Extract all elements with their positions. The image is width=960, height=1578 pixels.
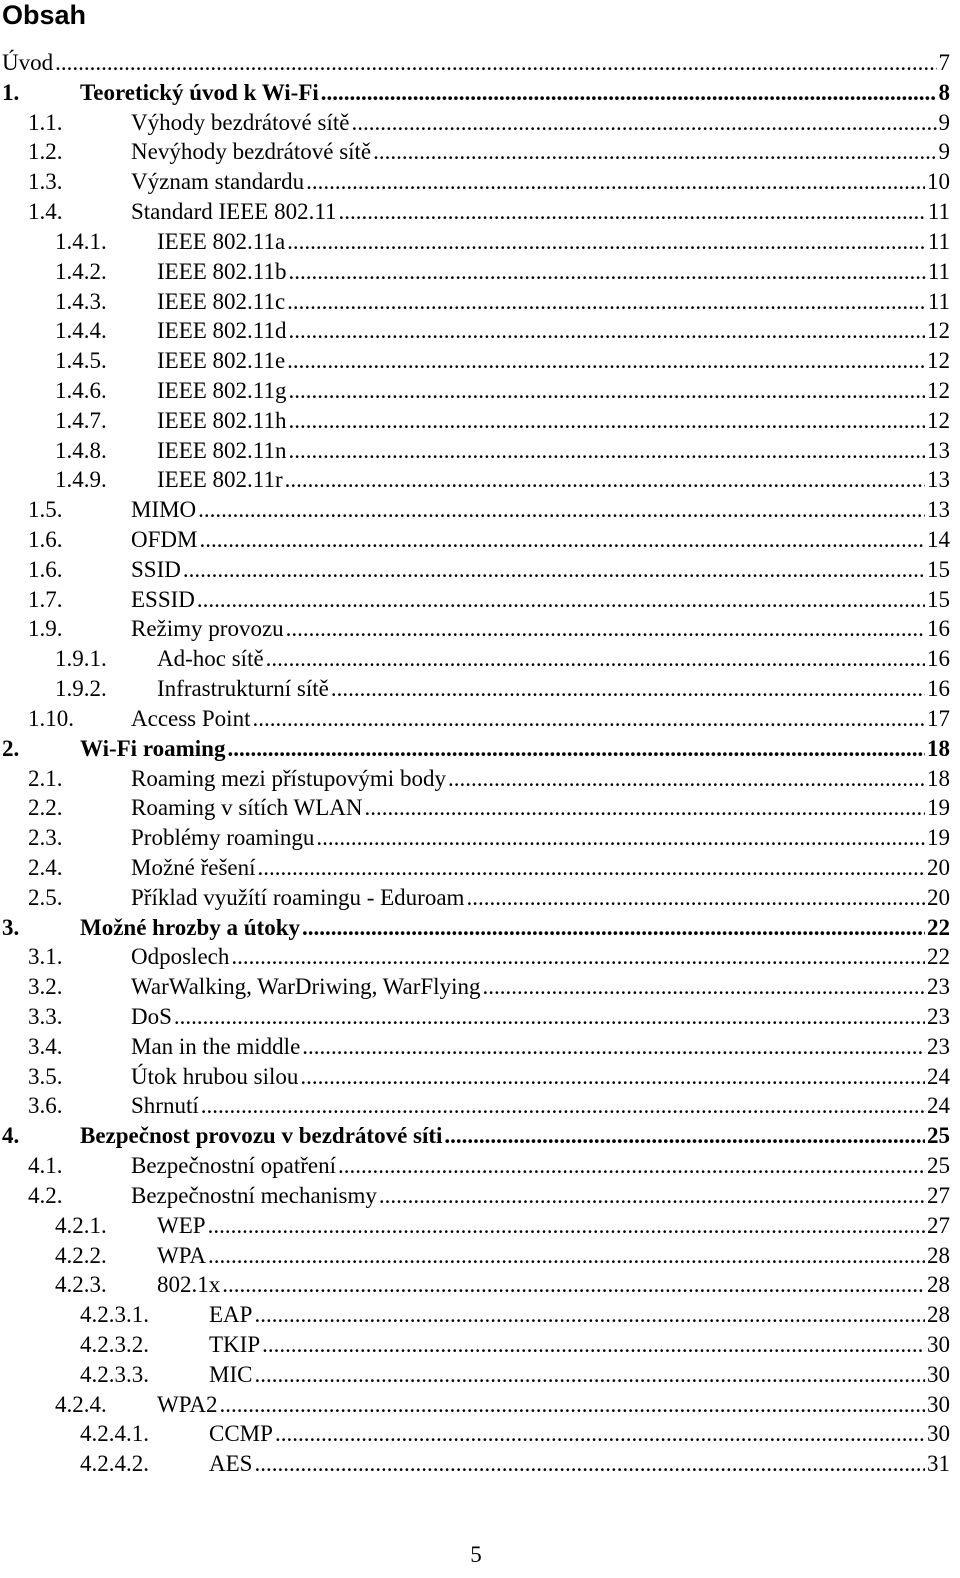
toc-entry-title: CCMP — [209, 1421, 273, 1447]
toc-entry-number: 1.6. — [28, 556, 63, 582]
toc-entry-page: 8 — [938, 79, 950, 105]
toc-entry-number: 1.4.1. — [55, 228, 107, 254]
toc-entry-page: 12 — [927, 377, 950, 403]
toc-entry-page: 30 — [927, 1331, 950, 1357]
toc-dot-leader — [197, 585, 925, 615]
toc-entry-title: IEEE 802.11c — [157, 288, 286, 314]
toc-entry-line — [131, 853, 950, 883]
toc-dot-leader — [379, 1181, 925, 1211]
toc-entry-title: Standard IEEE 802.11 — [131, 199, 337, 225]
toc-dot-leader — [448, 764, 925, 794]
toc-entry-title: Režimy provozu — [131, 616, 284, 642]
toc-entry-title: IEEE 802.11e — [157, 348, 286, 374]
toc-entry-number: 1.4.3. — [55, 288, 107, 314]
toc-dot-leader — [254, 1360, 925, 1390]
toc-entry-number: 1.4.2. — [55, 258, 107, 284]
toc-entry[interactable] — [0, 972, 960, 1002]
toc-entry-page: 11 — [927, 228, 950, 254]
toc-entry-page: 20 — [927, 884, 950, 910]
toc-entry-title: Úvod — [2, 50, 54, 75]
toc-dot-leader — [338, 197, 925, 227]
toc-entry-number: 2.4. — [28, 854, 63, 880]
toc-entry-line — [131, 1032, 950, 1062]
toc-entry[interactable] — [0, 1062, 960, 1092]
toc-entry-number: 1.4.5. — [55, 348, 107, 374]
toc-entry-title: Možné hrozby a útoky — [80, 914, 300, 940]
toc-entry-number: 4.2.1. — [55, 1212, 107, 1238]
toc-entry-title: Shrnutí — [131, 1093, 199, 1119]
toc-entry-number: 3.2. — [28, 974, 63, 1000]
toc-entry[interactable] — [0, 167, 960, 197]
toc-entry-title: EAP — [209, 1302, 253, 1328]
toc-entry-title: 802.1x — [157, 1272, 221, 1298]
toc-entry-line — [131, 495, 950, 525]
toc-entry-line — [209, 1330, 950, 1360]
toc-entry-number: 4.2.3.3. — [80, 1361, 149, 1387]
toc-entry[interactable] — [0, 495, 960, 525]
toc-entry-page: 12 — [927, 318, 950, 344]
toc-entry-number: 4.2.4. — [55, 1391, 107, 1417]
toc-dot-leader — [288, 436, 925, 466]
toc-entry-page: 28 — [927, 1242, 950, 1268]
toc-dot-leader — [300, 1062, 925, 1092]
toc-dot-leader — [285, 465, 925, 495]
toc-entry[interactable] — [0, 614, 960, 644]
toc-entry-page: 23 — [927, 1004, 950, 1029]
toc-entry-title: Příklad využítí roamingu - Eduroam — [131, 884, 465, 910]
toc-entry-title: WPA — [157, 1242, 206, 1268]
toc-dot-leader — [174, 1002, 925, 1032]
toc-entry-page: 7 — [938, 50, 950, 75]
toc-entry[interactable] — [0, 287, 960, 317]
toc-entry-title: WEP — [157, 1212, 206, 1238]
toc-entry-line — [131, 1151, 950, 1181]
page-title: Obsah — [2, 0, 87, 30]
toc-entry-title: Teoretický úvod k Wi-Fi — [80, 79, 319, 105]
toc-dot-leader — [220, 1390, 926, 1420]
toc-entry-title: Wi-Fi roaming — [80, 735, 226, 761]
toc-entry[interactable] — [0, 1419, 960, 1449]
toc-entry-line — [131, 555, 950, 585]
toc-entry-page: 25 — [927, 1153, 950, 1179]
toc-entry-line — [157, 227, 950, 257]
toc-entry-line — [80, 913, 950, 943]
toc-entry-line — [2, 48, 950, 78]
toc-entry[interactable] — [0, 406, 960, 436]
toc-entry-number: 3.4. — [28, 1033, 63, 1059]
toc-dot-leader — [321, 78, 937, 108]
toc-entry-page: 9 — [938, 109, 950, 135]
toc-entry[interactable] — [0, 197, 960, 227]
toc-entry-number: 1.4.4. — [55, 318, 107, 344]
toc-entry-page: 11 — [927, 288, 950, 314]
toc-entry[interactable] — [0, 1002, 960, 1032]
toc-entry-page: 15 — [927, 556, 950, 582]
toc-entry-page: 22 — [927, 944, 950, 970]
toc-entry-number: 1. — [2, 79, 20, 105]
toc-entry-page: 27 — [927, 1182, 950, 1208]
toc-entry-number: 1.4. — [28, 199, 63, 225]
toc-entry[interactable] — [0, 137, 960, 167]
toc-dot-leader — [183, 555, 925, 585]
toc-dot-leader — [302, 1032, 925, 1062]
toc-entry-number: 4. — [2, 1123, 20, 1149]
toc-entry-line — [157, 1270, 950, 1300]
toc-entry-title: TKIP — [209, 1331, 261, 1357]
toc-entry[interactable] — [0, 942, 960, 972]
toc-entry-page: 16 — [927, 646, 950, 672]
toc-entry-page: 11 — [927, 258, 950, 284]
toc-entry-number: 1.4.6. — [55, 377, 107, 403]
toc-entry-page: 13 — [927, 467, 950, 493]
toc-entry-number: 4.1. — [28, 1153, 63, 1179]
toc-entry[interactable] — [0, 585, 960, 615]
toc-entry-line — [209, 1300, 950, 1330]
toc-entry-number: 3. — [2, 914, 20, 940]
toc-dot-leader — [288, 316, 925, 346]
toc-entry-line — [209, 1419, 950, 1449]
toc-entry-title: WPA2 — [157, 1391, 218, 1417]
toc-entry-title: Bezpečnost provozu v bezdrátové síti — [80, 1123, 443, 1149]
toc-entry-line — [157, 406, 950, 436]
toc-entry[interactable] — [0, 674, 960, 704]
toc-entry-number: 2.3. — [28, 825, 63, 851]
toc-entry-number: 4.2.4.2. — [80, 1451, 149, 1477]
toc-entry-title: Odposlech — [131, 944, 230, 970]
toc-entry-line — [131, 764, 950, 794]
toc-entry-line — [131, 883, 950, 913]
toc-entry-title: Man in the middle — [131, 1033, 301, 1059]
toc-entry-line — [157, 465, 950, 495]
toc-entry-page: 19 — [927, 795, 950, 821]
toc-entry-title: Výhody bezdrátové sítě — [131, 109, 350, 135]
toc-dot-leader — [302, 913, 925, 943]
toc-entry-line — [131, 972, 950, 1002]
toc-entry[interactable] — [0, 436, 960, 466]
toc-entry-title: Bezpečnostní opatření — [131, 1153, 337, 1179]
toc-entry-number: 2.1. — [28, 765, 63, 791]
toc-dot-leader — [373, 137, 936, 167]
toc-entry-page: 18 — [927, 735, 950, 761]
toc-entry-line — [131, 704, 950, 734]
toc-entry-title: IEEE 802.11n — [157, 437, 287, 463]
toc-entry[interactable] — [0, 1032, 960, 1062]
toc-entry[interactable] — [0, 704, 960, 734]
toc-entry-page: 16 — [927, 676, 950, 702]
toc-dot-leader — [338, 1151, 925, 1181]
toc-entry-line — [131, 1091, 950, 1121]
toc-dot-leader — [288, 406, 925, 436]
toc-entry[interactable] — [0, 346, 960, 376]
toc-entry-title: OFDM — [131, 527, 198, 552]
toc-entry-page: 30 — [927, 1361, 950, 1387]
toc-entry[interactable] — [0, 853, 960, 883]
toc-entry-number: 3.6. — [28, 1093, 63, 1119]
toc-entry-page: 18 — [927, 765, 950, 791]
toc-entry-page: 12 — [927, 348, 950, 374]
table-of-contents — [0, 48, 960, 1479]
toc-entry-page: 28 — [927, 1302, 950, 1328]
toc-dot-leader — [288, 257, 925, 287]
toc-entry-number: 4.2. — [28, 1182, 63, 1208]
toc-entry-line — [131, 585, 950, 615]
toc-entry-page: 27 — [927, 1212, 950, 1238]
toc-entry-page: 11 — [927, 199, 950, 225]
toc-entry-line — [157, 1211, 950, 1241]
toc-entry-title: Útok hrubou silou — [131, 1063, 299, 1089]
toc-entry-number: 1.1. — [28, 109, 63, 135]
toc-entry-page: 22 — [927, 914, 950, 940]
toc-dot-leader — [227, 734, 925, 764]
toc-dot-leader — [364, 793, 925, 823]
toc-entry-page: 13 — [927, 497, 950, 523]
toc-entry-number: 4.2.4.1. — [80, 1421, 149, 1447]
toc-entry-title: Problémy roamingu — [131, 825, 315, 851]
toc-entry-line — [157, 1241, 950, 1271]
toc-entry-number: 4.2.3. — [55, 1272, 107, 1298]
toc-entry-title: IEEE 802.11r — [157, 467, 283, 493]
toc-entry-line — [131, 823, 950, 853]
toc-entry-title: Bezpečnostní mechanismy — [131, 1182, 377, 1208]
toc-entry-line — [131, 137, 950, 167]
toc-entry-line — [131, 525, 950, 555]
toc-entry-page: 24 — [927, 1093, 950, 1119]
toc-entry[interactable] — [0, 1360, 960, 1390]
toc-dot-leader — [351, 108, 936, 138]
toc-entry-number: 1.9.1. — [55, 646, 107, 672]
toc-entry-page: 25 — [927, 1123, 950, 1149]
toc-entry-page: 23 — [927, 1033, 950, 1059]
toc-dot-leader — [275, 1419, 925, 1449]
toc-entry-number: 2.5. — [28, 884, 63, 910]
toc-entry[interactable] — [0, 1121, 960, 1151]
toc-dot-leader — [266, 644, 925, 674]
toc-entry[interactable] — [0, 793, 960, 823]
toc-entry[interactable] — [0, 78, 960, 108]
toc-entry[interactable] — [0, 555, 960, 585]
toc-entry-title: Access Point — [131, 705, 251, 731]
toc-dot-leader — [198, 495, 925, 525]
toc-dot-leader — [444, 1121, 925, 1151]
toc-dot-leader — [316, 823, 925, 853]
toc-entry-title: IEEE 802.11b — [157, 258, 287, 284]
toc-entry-title: Ad-hoc sítě — [157, 646, 264, 672]
toc-entry-number: 1.5. — [28, 497, 63, 523]
toc-entry-page: 24 — [927, 1063, 950, 1089]
toc-dot-leader — [55, 48, 936, 78]
toc-entry[interactable] — [0, 1241, 960, 1271]
toc-entry-number: 1.2. — [28, 139, 63, 165]
toc-entry[interactable] — [0, 1181, 960, 1211]
toc-entry-number: 1.4.9. — [55, 467, 107, 493]
toc-entry[interactable] — [0, 376, 960, 406]
toc-entry-page: 9 — [938, 139, 950, 165]
toc-entry[interactable] — [0, 883, 960, 913]
toc-entry-title: DoS — [131, 1004, 172, 1029]
toc-entry-title: IEEE 802.11g — [157, 377, 287, 403]
toc-entry-line — [131, 1181, 950, 1211]
toc-entry-number: 1.4.7. — [55, 407, 107, 433]
toc-entry[interactable] — [0, 1449, 960, 1479]
toc-entry-page: 19 — [927, 825, 950, 851]
toc-entry[interactable] — [0, 823, 960, 853]
toc-dot-leader — [208, 1211, 925, 1241]
toc-entry-page: 31 — [927, 1451, 950, 1477]
toc-entry-number: 4.2.3.1. — [80, 1302, 149, 1328]
toc-entry[interactable] — [0, 257, 960, 287]
toc-entry-line — [157, 1390, 950, 1420]
toc-dot-leader — [466, 883, 925, 913]
toc-entry-page: 30 — [927, 1421, 950, 1447]
toc-dot-leader — [262, 1330, 925, 1360]
toc-entry-title: Roaming v sítích WLAN — [131, 795, 363, 821]
toc-dot-leader — [482, 972, 925, 1002]
toc-dot-leader — [306, 167, 925, 197]
toc-entry-title: Roaming mezi přístupovými body — [131, 765, 446, 791]
toc-entry-number: 4.2.3.2. — [80, 1331, 149, 1357]
toc-entry-title: MIC — [209, 1361, 253, 1387]
toc-entry-number: 1.4.8. — [55, 437, 107, 463]
toc-entry-page: 20 — [927, 854, 950, 880]
toc-entry-line — [131, 1062, 950, 1092]
toc-entry-line — [157, 346, 950, 376]
toc-entry-line — [131, 942, 950, 972]
toc-dot-leader — [287, 287, 926, 317]
toc-entry-line — [157, 644, 950, 674]
toc-dot-leader — [231, 942, 925, 972]
toc-entry-page: 15 — [927, 586, 950, 612]
toc-entry[interactable] — [0, 227, 960, 257]
toc-entry-title: IEEE 802.11d — [157, 318, 287, 344]
toc-entry-number: 3.1. — [28, 944, 63, 970]
toc-entry[interactable] — [0, 1270, 960, 1300]
toc-entry-line — [131, 108, 950, 138]
toc-entry-title: MIMO — [131, 497, 197, 523]
toc-entry-title: WarWalking, WarDriwing, WarFlying — [131, 974, 481, 1000]
toc-entry-line — [209, 1360, 950, 1390]
toc-dot-leader — [254, 1449, 925, 1479]
toc-entry-page: 13 — [927, 437, 950, 463]
toc-dot-leader — [199, 525, 925, 555]
toc-entry-page: 12 — [927, 407, 950, 433]
toc-entry[interactable] — [0, 108, 960, 138]
toc-dot-leader — [331, 674, 925, 704]
toc-dot-leader — [288, 376, 925, 406]
toc-entry-title: SSID — [131, 556, 181, 582]
toc-entry-line — [157, 376, 950, 406]
toc-entry-line — [131, 793, 950, 823]
toc-entry[interactable] — [0, 465, 960, 495]
toc-entry-number: 4.2.2. — [55, 1242, 107, 1268]
toc-entry-number: 3.5. — [28, 1063, 63, 1089]
toc-entry-title: Nevýhody bezdrátové sítě — [131, 139, 372, 165]
toc-entry-number: 1.9. — [28, 616, 63, 642]
toc-entry-number: 1.10. — [28, 705, 74, 731]
toc-entry-page: 14 — [927, 527, 950, 552]
toc-entry-line — [157, 287, 950, 317]
toc-entry-title: Možné řešení — [131, 854, 256, 880]
toc-entry[interactable] — [0, 644, 960, 674]
toc-entry-line — [80, 78, 950, 108]
toc-dot-leader — [286, 614, 925, 644]
toc-dot-leader — [222, 1270, 925, 1300]
page-number: 5 — [470, 1542, 482, 1567]
toc-entry-number: 1.3. — [28, 169, 63, 195]
toc-entry-title: AES — [209, 1451, 253, 1477]
toc-entry-line — [157, 674, 950, 704]
toc-entry-number: 2.2. — [28, 795, 63, 821]
toc-entry[interactable] — [0, 913, 960, 943]
toc-entry[interactable] — [0, 525, 960, 555]
toc-entry-page: 10 — [927, 169, 950, 195]
toc-dot-leader — [254, 1300, 925, 1330]
toc-dot-leader — [287, 346, 925, 376]
toc-entry[interactable] — [0, 1330, 960, 1360]
toc-entry-line — [80, 734, 950, 764]
toc-entry-line — [209, 1449, 950, 1479]
toc-entry-line — [80, 1121, 950, 1151]
toc-entry[interactable] — [0, 1300, 960, 1330]
toc-entry-page: 17 — [927, 705, 950, 731]
toc-entry-title: IEEE 802.11h — [157, 407, 287, 433]
toc-entry-title: Infrastrukturní sítě — [157, 676, 329, 702]
toc-entry[interactable] — [0, 1151, 960, 1181]
toc-entry[interactable] — [0, 48, 960, 78]
toc-entry[interactable] — [0, 734, 960, 764]
toc-entry-line — [157, 436, 950, 466]
toc-entry-title: ESSID — [131, 586, 195, 612]
toc-dot-leader — [287, 227, 926, 257]
toc-entry-line — [131, 1002, 950, 1032]
toc-entry-line — [131, 614, 950, 644]
toc-entry-line — [131, 167, 950, 197]
toc-entry-number: 1.6. — [28, 527, 63, 552]
toc-entry-number: 1.7. — [28, 586, 63, 612]
toc-dot-leader — [252, 704, 925, 734]
toc-entry-page: 16 — [927, 616, 950, 642]
toc-entry-number: 3.3. — [28, 1004, 63, 1029]
toc-entry-title: IEEE 802.11a — [157, 228, 286, 254]
toc-entry-line — [157, 316, 950, 346]
toc-entry-line — [131, 197, 950, 227]
toc-entry[interactable] — [0, 1091, 960, 1121]
toc-dot-leader — [201, 1091, 925, 1121]
toc-entry[interactable] — [0, 316, 960, 346]
toc-entry[interactable] — [0, 1390, 960, 1420]
toc-entry-page: 23 — [927, 974, 950, 1000]
toc-entry-line — [157, 257, 950, 287]
toc-entry[interactable] — [0, 1211, 960, 1241]
toc-dot-leader — [208, 1241, 925, 1271]
toc-entry-number: 2. — [2, 735, 20, 761]
toc-entry[interactable] — [0, 764, 960, 794]
toc-dot-leader — [258, 853, 925, 883]
toc-entry-page: 28 — [927, 1272, 950, 1298]
toc-entry-page: 30 — [927, 1391, 950, 1417]
toc-entry-title: Význam standardu — [131, 169, 305, 195]
toc-entry-number: 1.9.2. — [55, 676, 107, 702]
